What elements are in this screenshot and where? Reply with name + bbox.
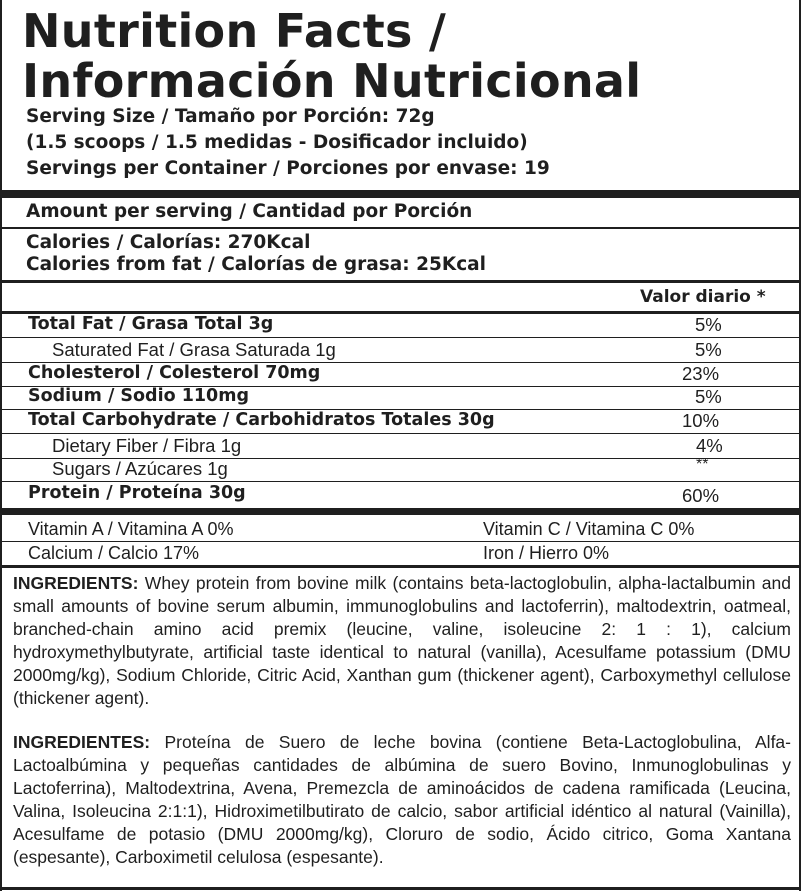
iron: Iron / Hierro 0%: [483, 543, 610, 563]
nutrient-name: Saturated Fat / Grasa Saturada 1g: [52, 339, 336, 360]
nutrient-percent: 5%: [695, 314, 722, 335]
calcium: Calcium / Calcio 17%: [28, 543, 200, 563]
serving-size: Serving Size / Tamaño por Porción: 72g: [26, 106, 435, 127]
amount-per-serving: Amount per serving / Cantidad por Porción: [26, 201, 473, 222]
nutrient-name: Total Fat / Grasa Total 3g: [28, 314, 274, 334]
nutrient-percent: 23%: [682, 363, 720, 384]
nutrient-name: Dietary Fiber / Fibra 1g: [52, 435, 242, 456]
vitamin-a: Vitamin A / Vitamina A 0%: [28, 519, 234, 539]
nutrient-row: [2, 362, 799, 385]
nutrient-percent: 60%: [682, 485, 720, 506]
nutrient-name: Cholesterol / Colesterol 70mg: [28, 363, 321, 383]
servings-per-container: Servings per Container / Porciones por envase: 19: [26, 158, 550, 179]
nutrient-percent: 5%: [695, 386, 722, 407]
nutrient-row: [2, 457, 799, 480]
divider: [2, 280, 799, 283]
nutrient-percent: 4%: [696, 435, 723, 456]
calories: Calories / Calorías: 270Kcal: [26, 232, 311, 253]
vitamin-c: Vitamin C / Vitamina C 0%: [483, 519, 695, 539]
ingredients-label: INGREDIENTS:: [13, 573, 139, 593]
thick-divider: [2, 190, 799, 198]
calories-from-fat: Calories from fat / Calorías de grasa: 25Kcal: [26, 254, 486, 275]
title-english: Nutrition Facts /: [22, 4, 447, 58]
nutrient-row: [2, 409, 799, 432]
ingredientes-label: INGREDIENTES:: [13, 732, 151, 752]
nutrient-row: [2, 482, 799, 505]
nutrient-name: Sodium / Sodio 110mg: [28, 386, 249, 406]
title-spanish: Información Nutricional: [22, 54, 642, 108]
nutrient-name: Total Carbohydrate / Carbohidratos Totales 30g: [28, 410, 495, 430]
nutrient-row: [2, 313, 799, 336]
serving-scoops: (1.5 scoops / 1.5 medidas - Dosificador incluido): [26, 132, 528, 153]
thick-divider: [2, 508, 799, 515]
nutrient-row: [2, 434, 799, 457]
bottom-border: [2, 887, 799, 890]
daily-value-header: Valor diario *: [640, 287, 766, 307]
divider: [2, 227, 799, 229]
nutrient-name: Sugars / Azúcares 1g: [52, 458, 228, 479]
nutrient-percent: **: [696, 456, 709, 473]
nutrient-row: [2, 385, 799, 408]
divider: [2, 565, 799, 568]
nutrient-percent: 5%: [695, 339, 722, 360]
ingredients-english: [13, 572, 791, 711]
ingredientes-text: Proteína de Suero de leche bovina (contiene Beta-Lactoglobulina, Alfa-Lactoalbúmina y pequeñas cantidades de albúmina de suero Bovino, Inmunoglobulinas y Lactoferrina), Maltodextrina, Avena, Premezcla de aminoácidos de cadena ramificada (Leucina, Valina, Isoleucina 2:1:1), Hidroximetilbutirato de calcio, sabor artificial idéntico al natural (Vainilla), Acesulfame de potasio (DMU 2000mg/kg), Cloruro de sodio, Ácido citrico, Goma Xantana (espesante), Carboximetil celulosa (espesante).: [13, 732, 791, 868]
nutrient-percent: 10%: [682, 410, 720, 431]
ingredients-text: Whey protein from bovine milk (contains beta-lactoglobulin, alpha-lactalbumin and small amounts of bovine serum albumin, immunoglobulins and lactoferrin), maltodextrin, oatmeal, branched-chain amino acid premix (leucine, valine, isoleucine 2: 1 : 1), calcium hydroxymethylbutyrate, artificial taste identical to natural (vanilla), Acesulfame potassium (DMU 2000mg/kg), Sodium Chloride, Citric Acid, Xanthan gum (thickener agent), Carboxymethyl cellulose (thickener agent).: [13, 573, 791, 709]
nutrient-row: [2, 338, 799, 361]
nutrient-name: Protein / Proteína 30g: [28, 483, 246, 503]
ingredients-spanish: [13, 731, 791, 870]
